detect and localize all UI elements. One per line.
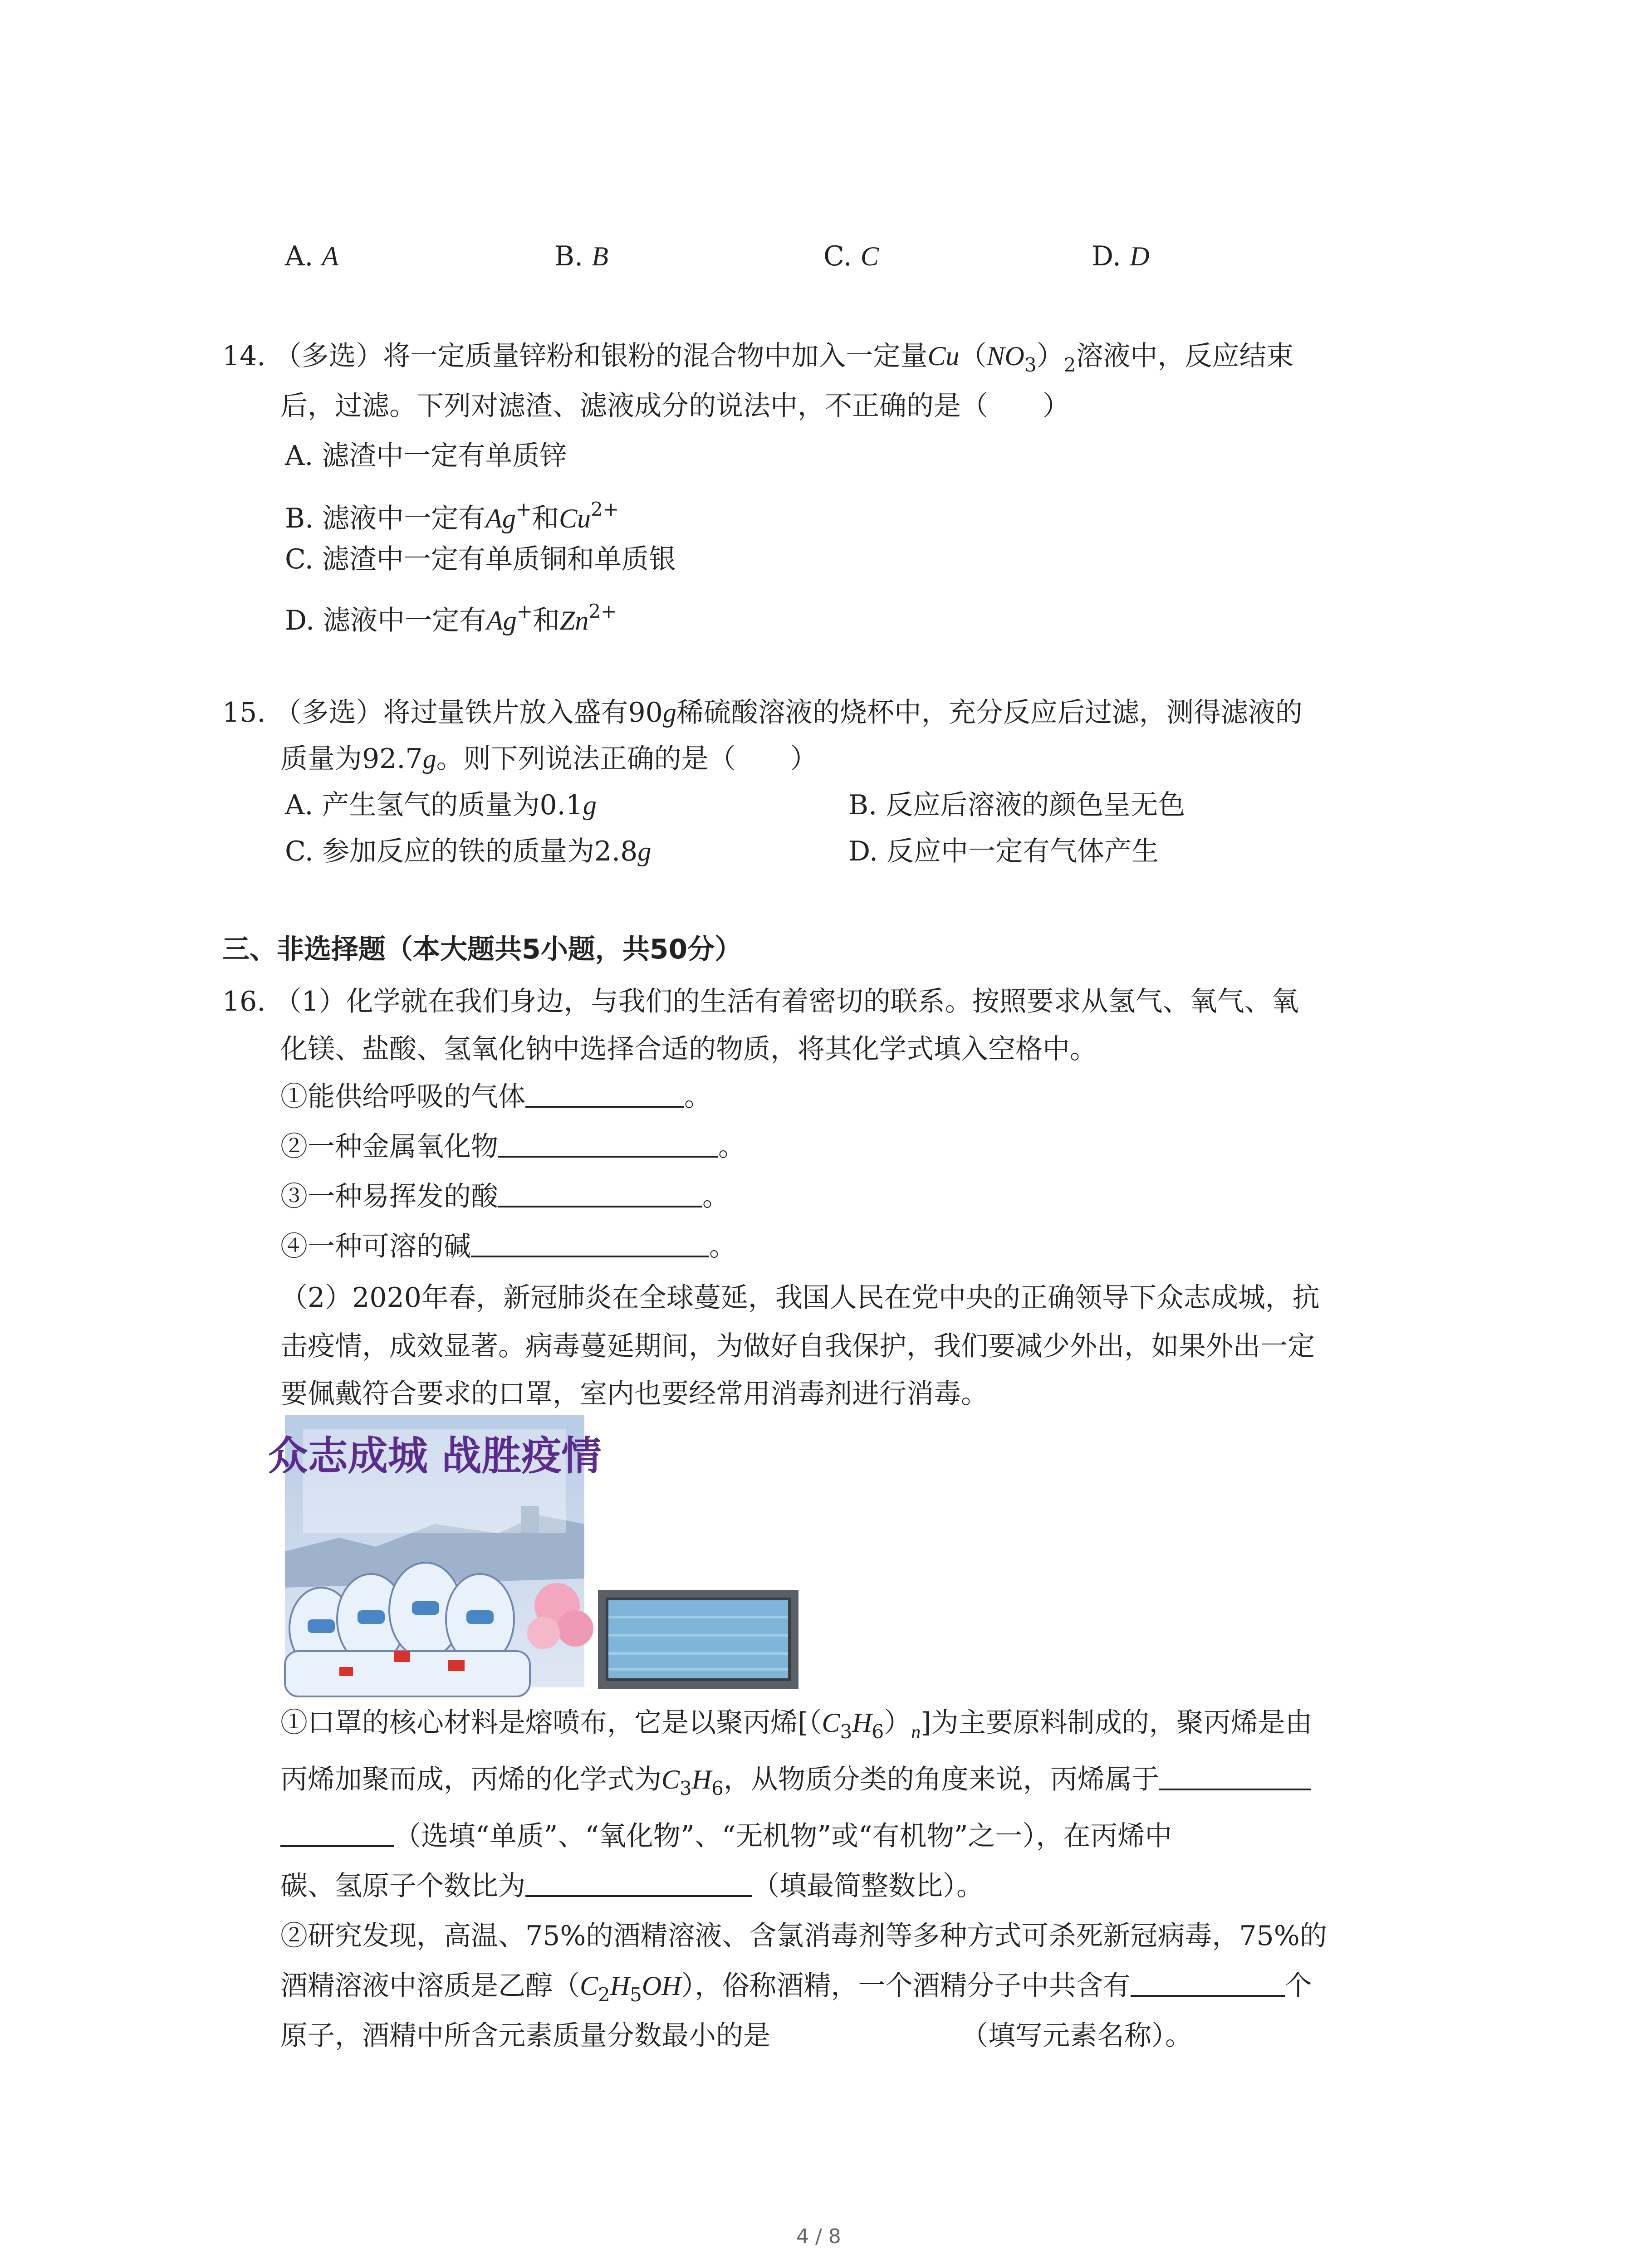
page-number: 4 / 8: [796, 2225, 841, 2248]
section-heading: 三、非选择题（本大题共5小题，共50分）: [222, 934, 742, 965]
mask-photo: [598, 1590, 798, 1689]
q16-sub1-line2: 丙烯加聚而成，丙烯的化学式为$C_3H_6$，从物质分类的角度来说，丙烯属于: [280, 1760, 1311, 1808]
poster-image: [268, 1415, 602, 1687]
q14-option-b: B. 滤液中一定有Ag+和$Cu^{2+}$: [285, 498, 619, 534]
answer-blank[interactable]: [525, 1080, 684, 1108]
q16-item-2: ②一种金属氧化物 。: [280, 1127, 745, 1166]
poster-title-text: 众志成城 战胜疫情: [268, 1432, 602, 1479]
q14-option-d: D. 滤液中一定有Ag+和$Zn^{2+}$: [285, 600, 617, 636]
answer-blank[interactable]: [498, 1129, 718, 1158]
answer-blank[interactable]: [498, 1179, 702, 1207]
q16-part2-line1: （2）2020年春，新冠肺炎在全球蔓延，我国人民在党中央的正确领导下众志成城，抗: [280, 1282, 1320, 1314]
poster-illustration: [268, 1415, 602, 1687]
q14-stem-line1: 14. （多选）将一定质量锌粉和银粉的混合物中加入一定量$Cu(NO_3)_2$溶液中，反应结束: [222, 340, 1294, 376]
q16-item-3: ③一种易挥发的酸 。: [280, 1177, 730, 1216]
q16-sub2-line3: 原子，酒精中所含元素质量分数最小的是 （填写元素名称）。: [280, 2020, 1192, 2052]
q14-option-a: A. 滤渣中一定有单质锌: [285, 440, 567, 472]
q16-part2-line3: 要佩戴符合要求的口罩，室内也要经常用消毒剂进行消毒。: [280, 1378, 988, 1410]
q15-option-d: D. 反应中一定有气体产生: [848, 836, 1159, 867]
answer-blank[interactable]: [471, 1229, 709, 1257]
answer-blank[interactable]: [1159, 1762, 1311, 1790]
q15-stem-line1: 15. （多选）将过量铁片放入盛有90g稀硫酸溶液的烧杯中，充分反应后过滤，测得滤液的: [222, 697, 1303, 728]
q16-sub1-line1: ①口罩的核心材料是熔喷布，它是以聚丙烯$[(C_3H_6)_n]$为主要原料制成的，聚丙烯是由: [280, 1707, 1313, 1743]
q13-option-c: C. C: [823, 240, 879, 272]
answer-blank[interactable]: [280, 1819, 394, 1847]
q15-option-a: A. 产生氢气的质量为0.1g: [285, 789, 597, 821]
q16-sub2-line2: 酒精溶液中溶质是乙醇$(C_2H_5OH)$，俗称酒精，一个酒精分子中共含有 个: [280, 1966, 1312, 2014]
q16-sub1-line4: 碳、氢原子个数比为 （填最简整数比）。: [280, 1867, 984, 1906]
q14-stem-line2: 后，过滤。下列对滤渣、滤液成分的说法中，不正确的是（ ）: [280, 390, 1070, 422]
q15-option-b: B. 反应后溶液的颜色呈无色: [848, 789, 1185, 821]
mask-image: [598, 1590, 798, 1689]
q15-stem-line2: 质量为92.7g。则下列说法正确的是（ ）: [280, 743, 818, 775]
q16-item-1: ①能供给呼吸的气体 。: [280, 1077, 711, 1116]
answer-blank[interactable]: [525, 1869, 752, 1897]
q16-stem-line2: 化镁、盐酸、氢氧化钠中选择合适的物质，将其化学式填入空格中。: [280, 1033, 1097, 1065]
q16-item-4: ④一种可溶的碱 。: [280, 1227, 736, 1266]
q13-option-d: D. D: [1092, 240, 1150, 272]
q13-option-a: A. A: [285, 240, 339, 272]
q16-part2-line2: 击疫情，成效显著。病毒蔓延期间，为做好自我保护，我们要减少外出，如果外出一定: [280, 1330, 1315, 1362]
q14-option-c: C. 滤渣中一定有单质铜和单质银: [285, 543, 676, 575]
q16-sub1-line3: （选填“单质”、“氧化物”、“无机物”或“有机物”之一），在丙烯中: [280, 1817, 1172, 1856]
q16-stem-line1: 16. （1）化学就在我们身边，与我们的生活有着密切的联系。按照要求从氢气、氧气、氧: [222, 986, 1299, 1017]
q15-option-c: C. 参加反应的铁的质量为2.8g: [285, 836, 652, 867]
q13-option-b: B. B: [554, 240, 608, 272]
q16-sub2-line1: ②研究发现，高温、75%的酒精溶液、含氯消毒剂等多种方式可杀死新冠病毒，75%的: [280, 1920, 1327, 1952]
answer-blank[interactable]: [1131, 1969, 1285, 1997]
